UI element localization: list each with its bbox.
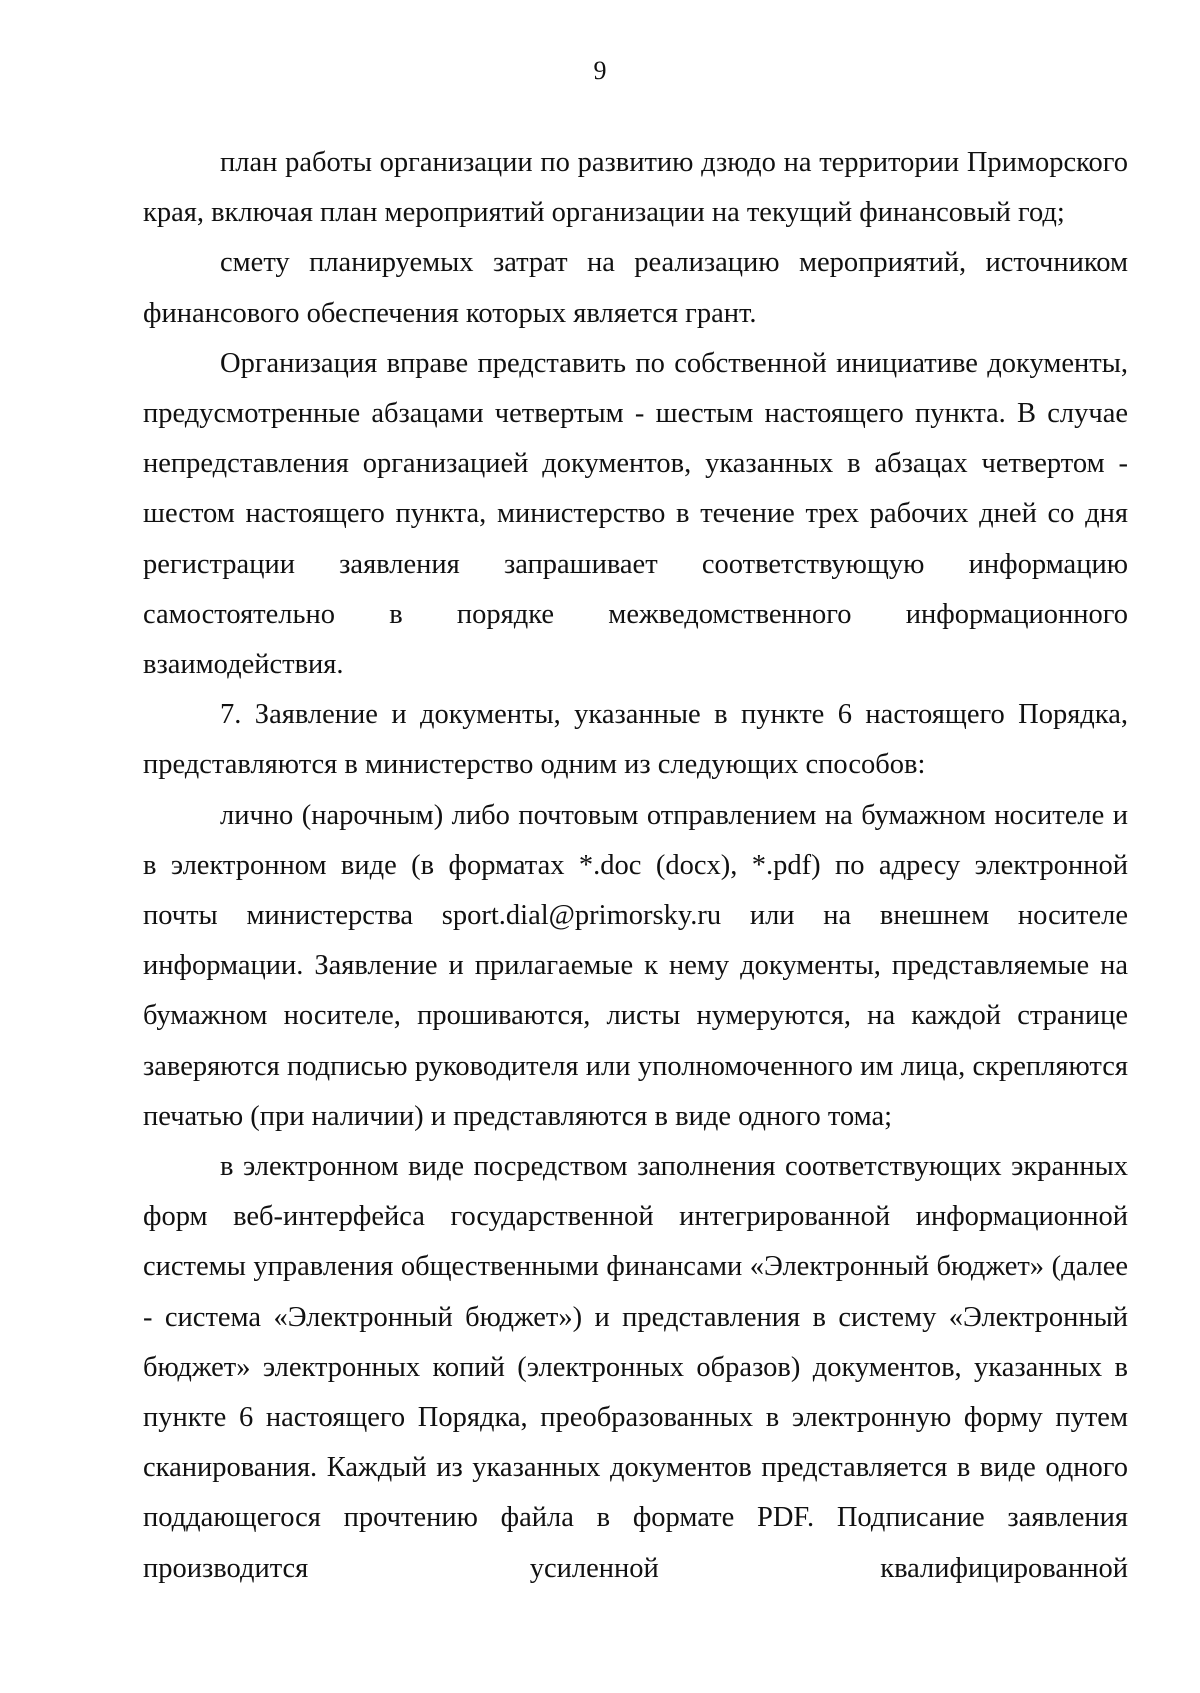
last-paragraph-wrapper <box>143 1142 1128 1594</box>
paragraph-submission-paper: лично (нарочным) либо почтовым отправлением на бумажном носителе и в электронном виде (в форматах *.doc (docx), *.pdf) по адресу электронной почты министерства sport.dial@primorsky.ru или на внешнем носителе информации. Заявление и прилагаемые к нему документы, представляемые на бумажном носителе, прошиваются, листы нумеруются, на каждой странице заверяются подписью руководителя или уполномоченного им лица, скрепляются печатью (при наличии) и представляются в виде одного тома; <box>143 799 1128 1132</box>
paragraph-submission-electronic: в электронном виде посредством заполнения соответствующих экранных форм веб-интерфейса государственной интегрированной информационной системы управления общественными финансами «Электронный бюджет» (далее - система «Электронный бюджет») и представления в систему «Электронный бюджет» электронных копий (электронных образов) документов, указанных в пункте 6 настоящего Порядка, преобразованных в электронную форму путем сканирования. Каждый из указанных документов представляется в виде одного поддающегося прочтению файла в формате PDF. Подписание заявления производится усиленной квалифицированной <box>143 1151 1128 1584</box>
paragraph-item-7: 7. Заявление и документы, указанные в пункте 6 настоящего Порядка, представляются в министерство одним из следующих способов: <box>143 699 1128 781</box>
page-number: 9 <box>593 56 607 85</box>
paragraph-work-plan: план работы организации по развитию дзюдо на территории Приморского края, включая план мероприятий организации на текущий финансовый год; <box>143 147 1128 229</box>
paragraph-cost-estimate: смету планируемых затрат на реализацию мероприятий, источником финансового обеспечения которых является грант. <box>143 247 1128 329</box>
paragraph-own-initiative: Организация вправе представить по собственной инициативе документы, предусмотренные абзацами четвертым - шестым настоящего пункта. В случае непредставления организацией документов, указанных в абзацах четвертом - шестом настоящего пункта, министерство в течение трех рабочих дней со дня регистрации заявления запрашивает соответствующую информацию самостоятельно в порядке межведомственного информационного взаимодействия. <box>143 347 1128 681</box>
document-body <box>143 138 1128 1594</box>
